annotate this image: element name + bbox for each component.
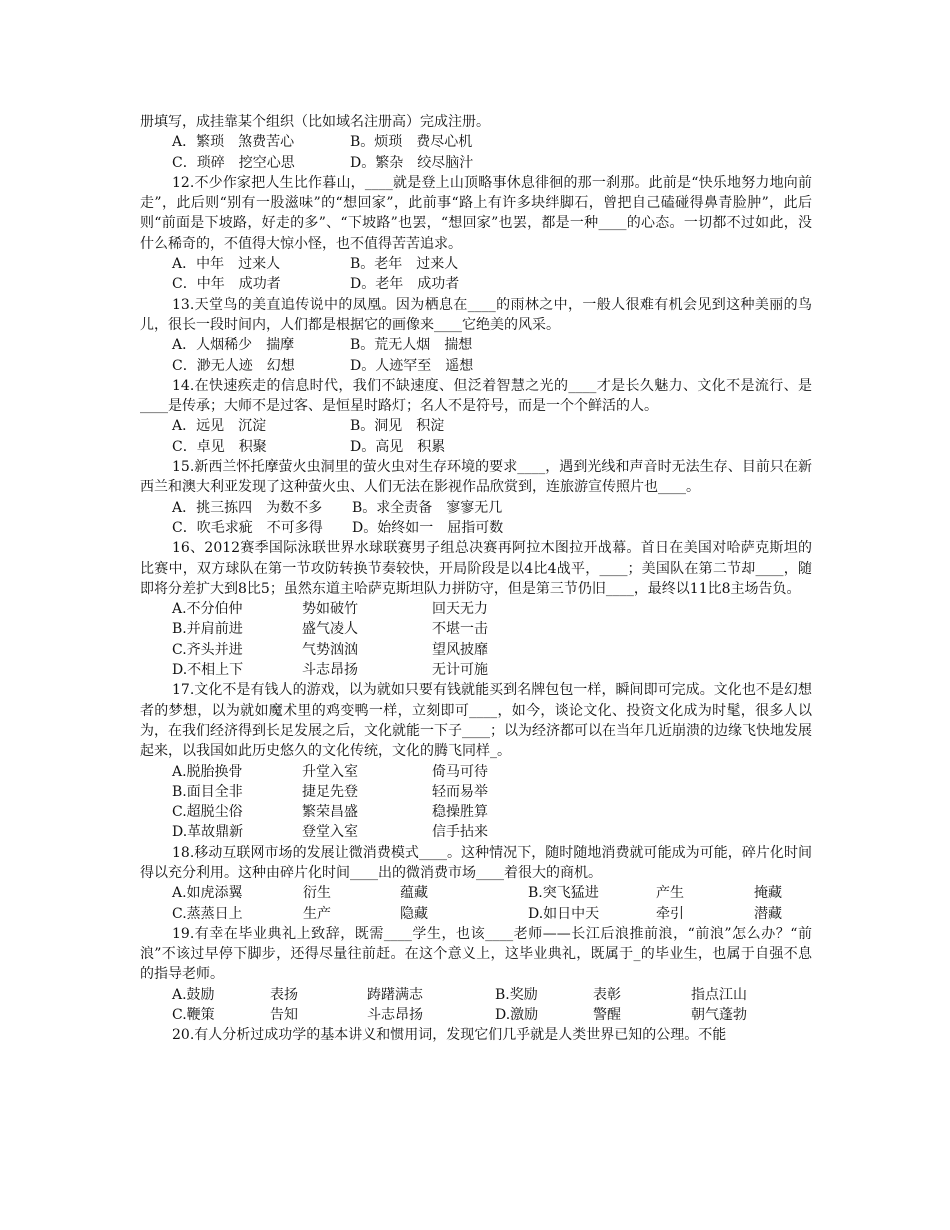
question-16: 16、2012赛季国际泳联世界水球联赛男子组总决赛再阿拉木图拉开战幕。首日在美国对哈萨克斯坦的比赛中，双方球队在第一节攻防转换节奏较快，开局阶段是以4比4战平，____；美国队在第二节却____，随即将分差扩大到8比5；虽然东道主哈萨克斯坦队力拼防守，但是第三节仍旧____，最终以11比8主场告负。 <box>140 540 812 597</box>
question-15: 15.新西兰怀托摩萤火虫洞里的萤火虫对生存环境的要求____，遇到光线和声音时无法生存、目前只在新西兰和澳大利亚发现了这种萤火虫、人们无法在影视作品欣赏到，连旅游宣传照片也____。 <box>140 459 812 496</box>
option-row: C．琐碎 挖空心思 D。繁杂 绞尽脑汁 <box>172 154 474 171</box>
option-row: C．中年 成功者 D。老年 成功者 <box>172 276 460 293</box>
question-14: 14.在快速疾走的信息时代，我们不缺速度、但泛着智慧之光的____才是长久魅力、文化不是流行、是____是传承；大师不是过客、是恒星时路灯；名人不是符号，而是一个个鲜活的人。 <box>140 377 812 415</box>
option-row: C.鞭策 告知 斗志昂扬 D.激励 警醒 朝气蓬勃 <box>172 1007 747 1024</box>
question-18: 18.移动互联网市场的发展让微消费模式____。这种情况下，随时随地消费就可能成为可能，碎片化时间得以充分利用。这种由碎片化时间____出的微消费市场____着很大的商机。 <box>140 844 812 881</box>
question-19: 19.有幸在毕业典礼上致辞，既需____学生，也该____老师——长江后浪推前浪，“前浪”怎么办？“前浪”不该过早停下脚步，还得尽量往前赶。在这个意义上，这毕业典礼，既属于_的毕业生，也属于自强不息的指导老师。 <box>140 925 812 983</box>
question-17: 17.文化不是有钱人的游戏，以为就如只要有钱就能买到名牌包包一样，瞬间即可完成。文化也不是幻想者的梦想，以为就如魔术里的鸡变鸭一样，立刻即可____，如今，谈论文化、投资文化成为时髦，很多人以为，在我们经济得到长足发展之后，文化就能一下子____；以为经济都可以在当年几近崩溃的边缘飞快地发展起来，以我国如此历史悠久的文化传统，文化的腾飞同样_。 <box>140 682 812 760</box>
question-20: 20.有人分析过成功学的基本讲义和惯用词，发现它们几乎就是人类世界已知的公理。不能 <box>172 1027 727 1044</box>
question-12: 12.不少作家把人生比作暮山，____就是登上山顶略事休息徘徊的那一刹那。此前是“快乐地努力地向前走”，此后则“别有一股滋味”的“想回家”，此前事“路上有许多块绊脚石，曾把自己磕碰得鼻青脸肿”，此后则“前面是下坡路，好走的多”、“下坡路”也罢，“想回家”也罢，都是一种____的心态。一切都不过如此，没什么稀奇的，不值得大惊小怪，也不值得苦苦追求。 <box>140 174 812 252</box>
option-row: D.不相上下 斗志昂扬 无计可施 <box>172 662 488 679</box>
option-row: C.超脱尘俗 繁荣昌盛 稳操胜算 <box>172 804 488 821</box>
option-row: C.蒸蒸日上 生产 隐藏 D.如日中天 牵引 潜藏 <box>172 905 782 922</box>
option-row: C．渺无人迹 幻想 D。人迹罕至 遥想 <box>172 357 474 374</box>
document-page <box>140 112 812 1046</box>
option-row: A．远见 沉淀 B。洞见 积淀 <box>172 418 445 435</box>
option-row: B.并肩前进 盛气凌人 不堪一击 <box>172 621 488 638</box>
option-row: A.不分伯仲 势如破竹 回天无力 <box>172 601 488 618</box>
option-row: A．中年 过来人 B。老年 过来人 <box>172 256 459 273</box>
option-row: D.革故鼎新 登堂入室 信手拈来 <box>172 824 488 841</box>
question-13: 13.天堂鸟的美直追传说中的凤凰。因为栖息在____的雨林之中，一般人很难有机会见到这种美丽的鸟儿，很长一段时间内，人们都是根据它的画像来____它绝美的风采。 <box>140 296 812 333</box>
option-row: A.如虎添翼 衍生 蕴藏 B.突飞猛进 产生 掩藏 <box>172 885 782 902</box>
option-row: A．挑三拣四 为数不多 B。求全责备 寥寥无几 <box>172 499 503 516</box>
option-row: A.鼓励 表扬 踌躇满志 B.奖励 表彰 指点江山 <box>172 986 747 1003</box>
option-row: B.面目全非 捷足先登 轻而易举 <box>172 783 488 800</box>
option-row: C.齐头并进 气势汹汹 望风披靡 <box>172 641 488 658</box>
option-row: A．繁琐 煞费苦心 B。烦琐 费尽心机 <box>172 134 473 151</box>
option-row: A.脱胎换骨 升堂入室 倚马可待 <box>172 763 488 780</box>
intro-line: 册填写，成挂靠某个组织（比如域名注册高）完成注册。 <box>140 114 490 130</box>
option-row: A．人烟稀少 揣摩 B。荒无人烟 揣想 <box>172 337 473 354</box>
option-row: C．吹毛求疵 不可多得 D。始终如一 屈指可数 <box>172 519 504 536</box>
option-row: C．卓见 积聚 D。高见 积累 <box>172 438 446 455</box>
